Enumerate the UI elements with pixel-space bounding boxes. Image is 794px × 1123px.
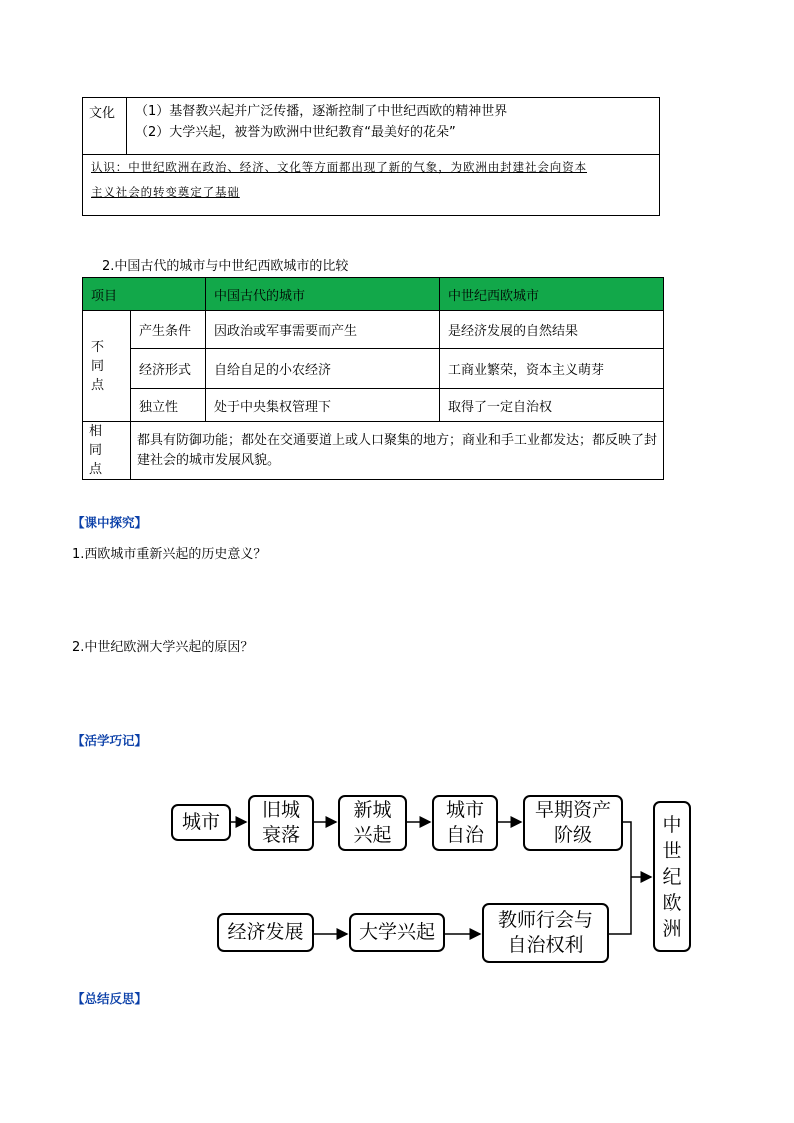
header-china: 中国古代的城市 [206, 278, 440, 311]
question-1: 1.西欧城市重新兴起的历史意义？ [72, 547, 267, 562]
conclusion-line-1: 认识：中世纪欧洲在政治、经济、文化等方面都出现了新的气象，为欧洲由封建社会向资本 [91, 160, 587, 174]
culture-item-2: （2）大学兴起，被誉为欧洲中世纪教育“最美好的花朵” [135, 125, 456, 140]
china-cell: 因政治或军事需要而产生 [206, 311, 440, 349]
node-city-autonomy: 城市 自治 [432, 795, 498, 851]
node-early-bourgeoisie: 早期资产 阶级 [523, 795, 623, 851]
diff-label: 不同点 [83, 311, 131, 422]
europe-cell: 取得了一定自治权 [440, 389, 664, 422]
comparison-title: 2.中国古代的城市与中世纪西欧城市的比较 [102, 259, 349, 274]
aspect-cell: 经济形式 [131, 349, 206, 389]
aspect-cell: 产生条件 [131, 311, 206, 349]
node-guild-autonomy: 教师行会与 自治权利 [482, 903, 609, 963]
europe-cell: 是经济发展的自然结果 [440, 311, 664, 349]
china-cell: 处于中央集权管理下 [206, 389, 440, 422]
exploration-heading: 【课中探究】 [72, 515, 148, 530]
node-new-city-rise: 新城 兴起 [338, 795, 407, 851]
node-old-city-decline: 旧城 衰落 [248, 795, 314, 851]
same-text: 都具有防御功能；都处在交通要道上或人口聚集的地方；商业和手工业都发达；都反映了封建社会的城市发展风貌。 [131, 422, 664, 480]
memory-heading: 【活学巧记】 [72, 733, 148, 748]
same-label: 相同点 [83, 422, 131, 480]
question-2: 2.中世纪欧洲大学兴起的原因？ [72, 640, 254, 655]
summary-heading: 【总结反思】 [72, 991, 148, 1006]
culture-item-1: （1）基督教兴起并广泛传播，逐渐控制了中世纪西欧的精神世界 [135, 104, 508, 119]
node-university-rise: 大学兴起 [349, 913, 445, 952]
conclusion-line-2: 主义社会的转变奠定了基础 [91, 185, 240, 199]
china-cell: 自给自足的小农经济 [206, 349, 440, 389]
aspect-cell: 独立性 [131, 389, 206, 422]
node-medieval-europe: 中 世 纪 欧 洲 [653, 801, 691, 952]
node-city: 城市 [171, 804, 231, 841]
culture-label: 文化 [83, 98, 127, 154]
header-europe: 中世纪西欧城市 [440, 278, 664, 311]
node-economic-development: 经济发展 [217, 913, 314, 952]
header-item: 项目 [83, 278, 206, 311]
europe-cell: 工商业繁荣，资本主义萌芽 [440, 349, 664, 389]
